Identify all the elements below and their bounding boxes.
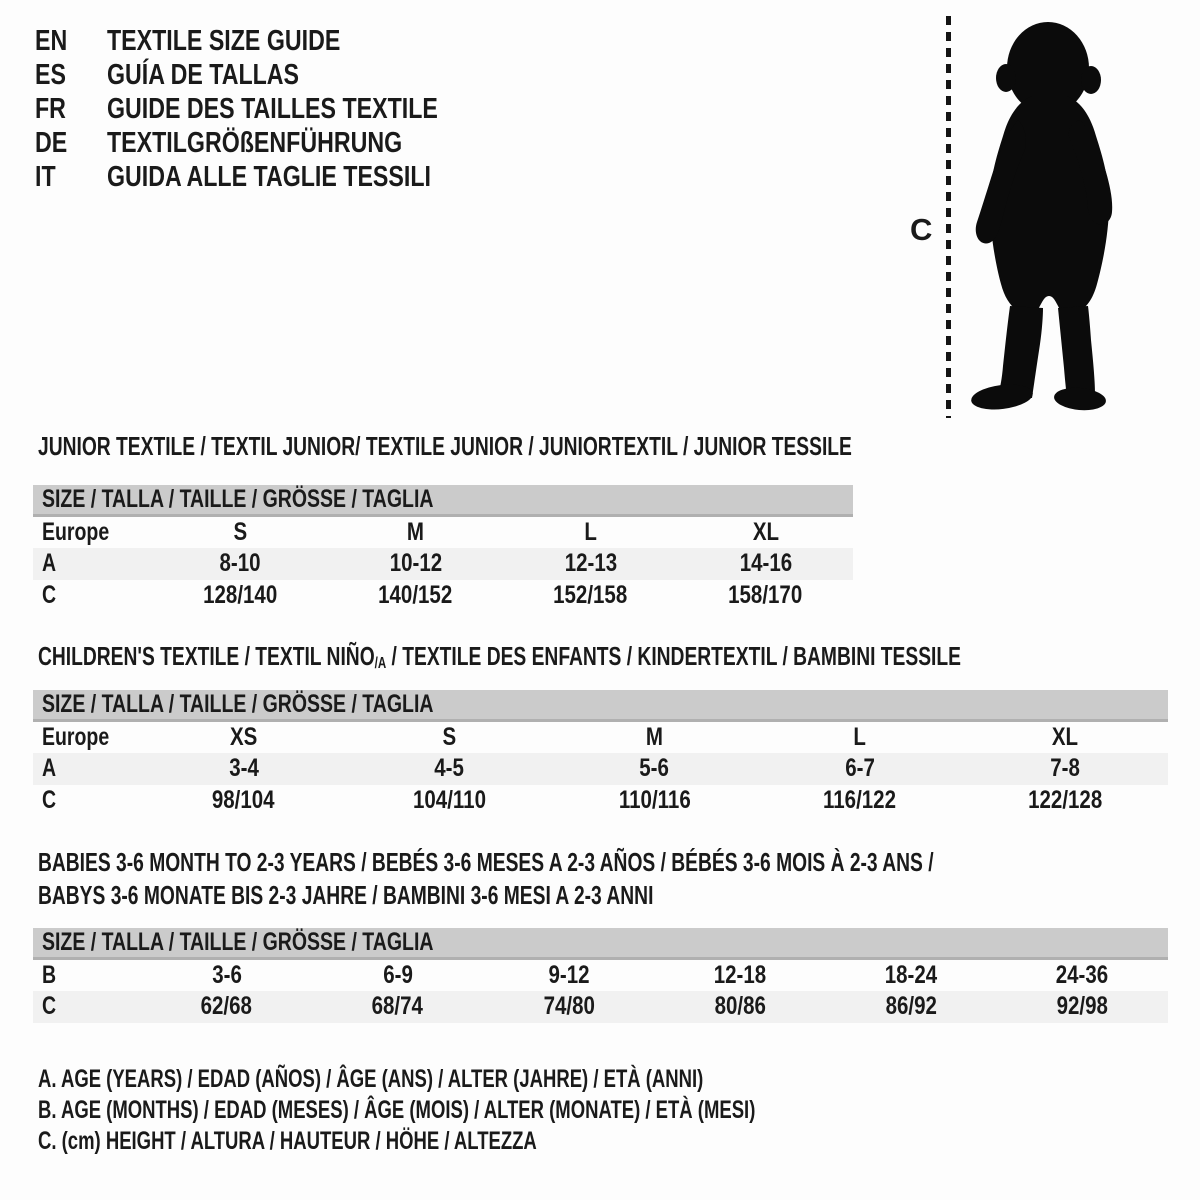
row-label-cell: B: [42, 960, 57, 989]
size-cell: 5-6: [552, 753, 757, 785]
size-cell: 12-13: [503, 548, 678, 580]
size-cell: 8-10: [153, 548, 328, 580]
size-header-row: [33, 485, 853, 516]
children-section-title: CHILDREN'S TEXTILE / TEXTIL NIÑO/A / TEXTILE DES ENFANTS / KINDERTEXTIL / BAMBINI TESSILE: [38, 641, 961, 672]
size-cell: XL: [1052, 722, 1079, 751]
size-cell: 92/98: [997, 991, 1168, 1023]
language-row-de: [35, 126, 521, 160]
size-cell: 128/140: [203, 581, 278, 609]
legend-line-b: B. AGE (MONTHS) / EDAD (MESES) / ÂGE (MOIS) / ALTER (MONATE) / ETÀ (MESI): [38, 1096, 756, 1124]
size-cell: 10-12: [328, 548, 503, 580]
size-header-bar: SIZE / TALLA / TAILLE / GRÖSSE / TAGLIA: [33, 690, 1168, 721]
row-label-cell: Europe: [42, 517, 110, 546]
size-cell: 158/170: [728, 581, 803, 609]
size-cell: 74/80: [483, 991, 654, 1023]
measurement-legend: [38, 1064, 1007, 1157]
table-row-age-months: [33, 959, 1168, 991]
language-row-fr: [35, 92, 521, 126]
size-cell: 7-8: [963, 753, 1168, 785]
legend-line-c: C. (cm) HEIGHT / ALTURA / HAUTEUR / HÖHE / ALTEZZA: [38, 1127, 537, 1155]
size-cell: L: [853, 722, 867, 751]
language-row-en: [35, 24, 521, 58]
size-cell: 12-18: [713, 960, 767, 989]
junior-section-title: JUNIOR TEXTILE / TEXTIL JUNIOR/ TEXTILE JUNIOR / JUNIORTEXTIL / JUNIOR TESSILE: [38, 431, 852, 461]
size-cell: 80/86: [654, 991, 825, 1023]
size-cell: 104/110: [412, 786, 486, 814]
legend-line-a: A. AGE (YEARS) / EDAD (AÑOS) / ÂGE (ANS) / ALTER (JAHRE) / ETÀ (ANNI): [38, 1065, 704, 1093]
language-code: DE: [35, 126, 68, 159]
size-cell: 152/158: [553, 581, 628, 609]
size-cell: L: [584, 517, 597, 546]
row-label-cell: C: [42, 786, 57, 814]
size-cell: 4-5: [346, 753, 551, 785]
height-measure-dashed-line: [946, 16, 951, 418]
language-title: GUIDE DES TAILLES TEXTILE: [107, 92, 438, 125]
table-row-age: [33, 753, 1168, 785]
table-row-age: [33, 548, 853, 580]
size-cell: 140/152: [378, 581, 453, 609]
language-row-it: [35, 160, 521, 194]
size-cell: XL: [752, 517, 779, 546]
size-header-row: [33, 928, 1168, 959]
size-cell: S: [233, 517, 248, 546]
size-cell: 116/122: [823, 786, 897, 814]
height-measure-label: C: [910, 212, 933, 247]
row-label-cell: C: [42, 581, 57, 609]
size-cell: XS: [230, 722, 258, 751]
language-code: EN: [35, 24, 68, 57]
row-label-cell: C: [33, 991, 141, 1023]
language-title: GUIDA ALLE TAGLIE TESSILI: [107, 160, 431, 193]
size-cell: 86/92: [826, 991, 997, 1023]
size-cell: 6-9: [382, 960, 413, 989]
table-row-height: [33, 785, 1168, 817]
row-label-cell: Europe: [42, 722, 110, 751]
size-cell: 62/68: [141, 991, 312, 1023]
size-cell: M: [645, 722, 664, 751]
size-cell: 18-24: [884, 960, 938, 989]
size-header-bar: SIZE / TALLA / TAILLE / GRÖSSE / TAGLIA: [33, 485, 853, 516]
toddler-silhouette-image: [962, 16, 1137, 416]
size-cell: 3-4: [141, 753, 346, 785]
babies-section-title: BABIES 3-6 MONTH TO 2-3 YEARS / BEBÉS 3-6 MESES A 2-3 AÑOS / BÉBÉS 3-6 MOIS À 2-3 ANS / BABYS 3-6 MONATE BIS 2-3 JAHRE / BAMBINI 3-6 MESI A 2-3 ANNI: [38, 847, 934, 910]
size-cell: 14-16: [678, 548, 853, 580]
size-header-row: [33, 690, 1168, 721]
language-title-list: [35, 24, 521, 194]
language-code: FR: [35, 92, 66, 125]
size-cell: 98/104: [212, 786, 276, 814]
size-cell: S: [442, 722, 456, 751]
size-cell: 24-36: [1056, 960, 1109, 989]
table-row-europe: [33, 721, 1168, 753]
language-row-es: [35, 58, 521, 92]
size-cell: 3-6: [211, 960, 242, 989]
size-cell: 6-7: [757, 753, 962, 785]
language-code: IT: [35, 160, 56, 193]
size-cell: 110/116: [618, 786, 691, 814]
babies-size-table: [33, 928, 1168, 1023]
table-row-height: [33, 991, 1168, 1023]
table-row-height: [33, 580, 853, 612]
nino-a-subscript: /A: [374, 654, 387, 672]
table-row-europe: [33, 516, 853, 548]
size-cell: 122/128: [1028, 786, 1103, 814]
toddler-silhouette-icon: [962, 16, 1137, 416]
language-title: TEXTILGRÖßENFÜHRUNG: [107, 126, 403, 159]
row-label-cell: A: [33, 548, 153, 580]
size-header-bar: SIZE / TALLA / TAILLE / GRÖSSE / TAGLIA: [33, 928, 1168, 959]
children-size-table: [33, 690, 1168, 817]
language-title: GUÍA DE TALLAS: [107, 58, 300, 91]
size-cell: 68/74: [312, 991, 483, 1023]
junior-size-table: [33, 485, 853, 612]
size-cell: M: [406, 517, 425, 546]
row-label-cell: A: [33, 753, 141, 785]
language-code: ES: [35, 58, 66, 91]
language-title: TEXTILE SIZE GUIDE: [107, 24, 341, 57]
size-cell: 9-12: [548, 960, 590, 989]
